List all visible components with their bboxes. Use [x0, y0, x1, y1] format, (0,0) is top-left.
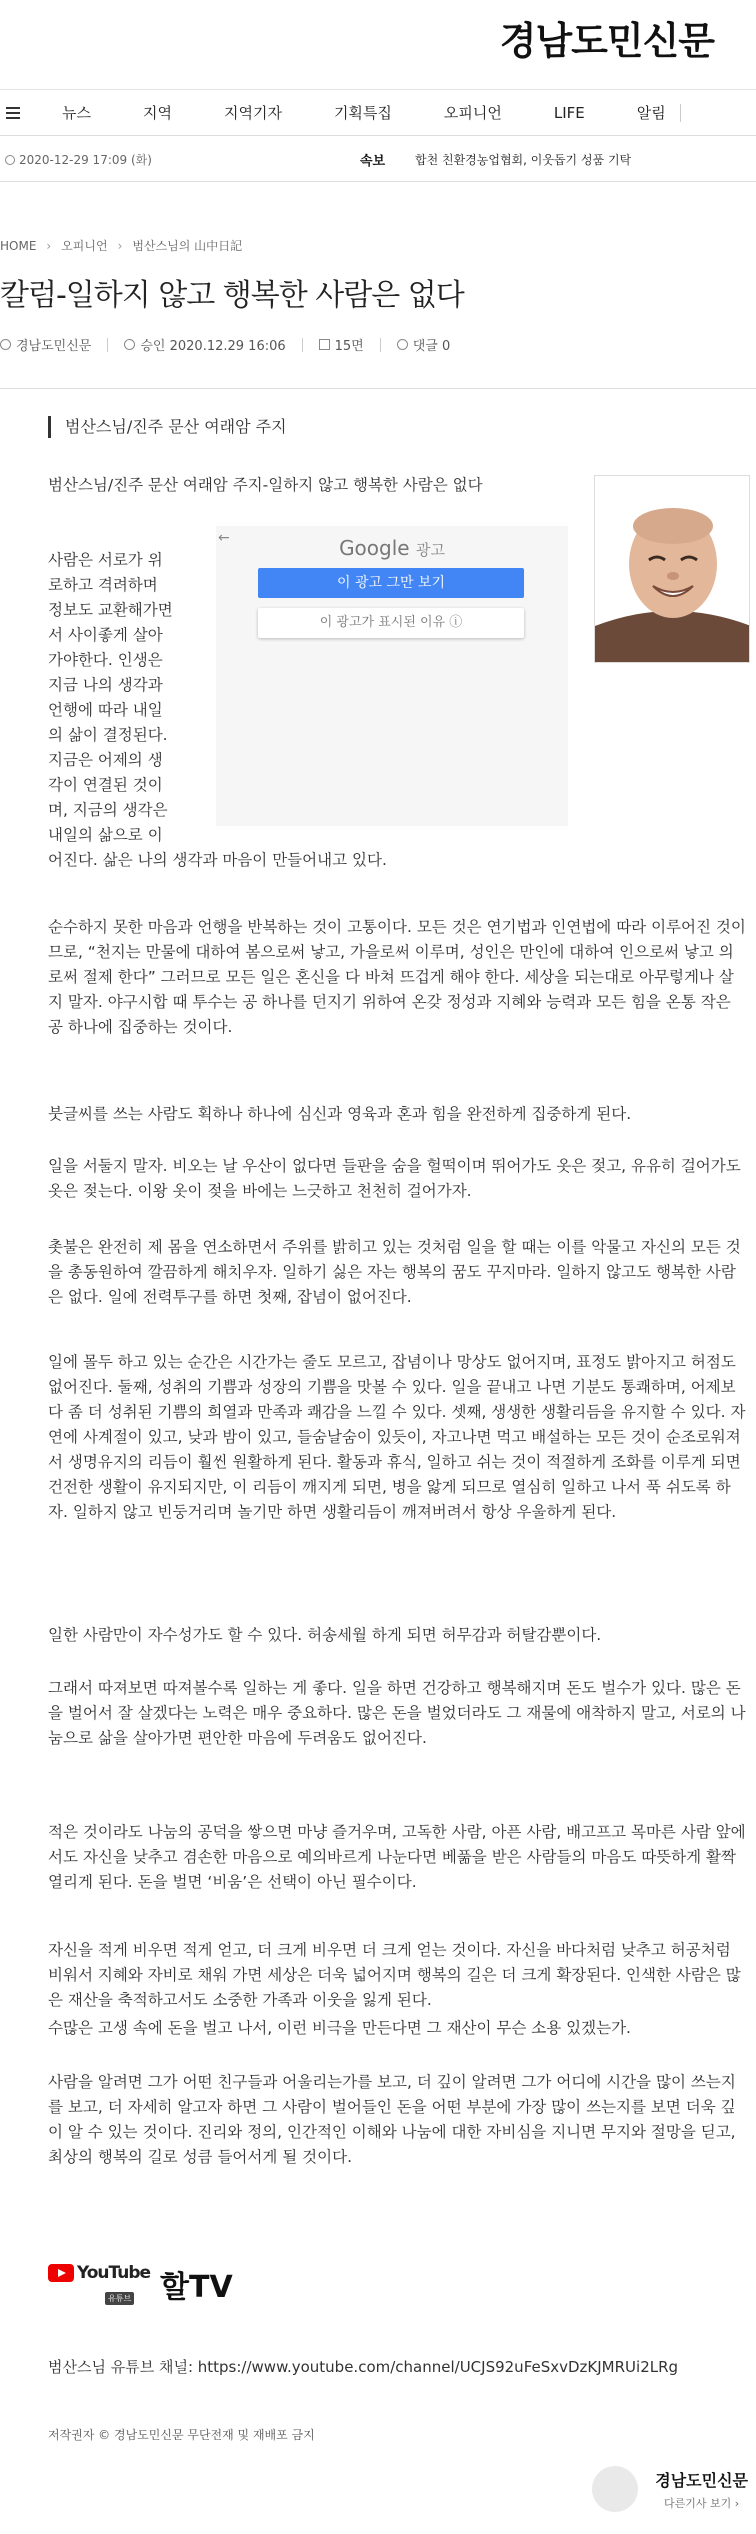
- meta-divider: [380, 338, 381, 352]
- footer-avatar: [592, 2466, 638, 2512]
- copyright-notice: 저작권자 © 경남도민신문 무단전재 및 재배포 금지: [48, 2428, 315, 2442]
- back-arrow-icon[interactable]: ←: [218, 530, 230, 546]
- article-paragraph-9: 적은 것이라도 나눔의 공덕을 쌓으면 마냥 즐거우며, 고독한 사람, 아픈 사람, 배고프고 목마른 사람 앞에서도 자신을 낮추고 겸손한 마음으로 예의바르게 나눈다면 베풂을 받은 사람들의 마음도 따뜻하게 활짝 열리게 된다. 돈을 벌면 ‘비움’은 선택이 아닌 필수이다.: [48, 1823, 746, 1891]
- chevron-right-icon: ›: [117, 239, 123, 253]
- paragraph-line: 어진다. 삶은 나의 생각과 마음이 만들어내고 있다.: [48, 851, 387, 869]
- footer-publisher: [655, 2468, 748, 2511]
- article-comments[interactable]: 댓글 0: [412, 339, 451, 354]
- article-paragraph-12: 사람을 알려면 그가 어떤 친구들과 어울리는가를 보고, 더 깊이 알려면 그가 어디에 시간을 많이 쓰는지를 보고, 더 자세히 알고자 하면 그 사람이 벌어들인 돈을 어떤 부분에 가장 많이 쓰는지를 보면 더욱 깊이 알 수 있는 것이다. 진리와 정의, 인간적인 이해와 나눔에 대한 자비심을 지니면 무지와 절망을 딛고, 최상의 행복의 길로 성큼 들어서게 될 것이다.: [48, 2073, 736, 2166]
- paragraph-line: 가야한다. 인생은: [48, 651, 163, 669]
- youtube-channel-link[interactable]: 범산스님 유튜브 채널: https://www.youtube.com/channel/UCJS92uFeSxvDzKJMRUi2LRg: [48, 2358, 679, 2376]
- nav-region[interactable]: 지역: [142, 104, 172, 122]
- hamburger-menu-icon[interactable]: [6, 107, 20, 119]
- youtube-logo[interactable]: [48, 2263, 150, 2283]
- meta-divider: [302, 338, 303, 352]
- article-title: 칼럼-일하지 않고 행복한 사람은 없다: [0, 278, 464, 313]
- google-logo: Google: [339, 536, 410, 560]
- nav-life[interactable]: LIFE: [553, 103, 585, 122]
- breadcrumb: [0, 237, 242, 254]
- article-intro: 범산스님/진주 문산 여래암 주지-일하지 않고 행복한 사람은 없다: [48, 476, 483, 494]
- article-approved: 승인 2020.12.29 16:06: [140, 339, 286, 354]
- article-subhead: 범산스님/진주 문산 여래암 주지: [48, 416, 287, 438]
- nav-news[interactable]: 뉴스: [62, 104, 91, 122]
- article-paragraph-1: [48, 548, 588, 873]
- article-paragraph-5: 촛불은 완전히 제 몸을 연소하면서 주위를 밝히고 있는 것처럼 일을 할 때는 이를 악물고 자신의 모든 것을 총동원하여 깔끔하게 해치우자. 일하기 싫은 자는 행복의 꿈도 꾸지마라. 일하지 않고도 행복한 사람은 없다. 일에 전력투구를 하면 첫째, 잡념이 없어진다.: [48, 1238, 741, 1306]
- paragraph-line: 로하고 격려하며: [48, 576, 158, 594]
- site-logo[interactable]: 경남도민신문: [499, 19, 714, 63]
- current-date: 2020-12-29 17:09 (화): [5, 151, 152, 168]
- author-portrait-image: [595, 476, 750, 663]
- article-paragraph-10: 자신을 적게 비우면 적게 얻고, 더 크게 비우면 더 크게 얻는 것이다. 자신을 바다처럼 낮추고 허공처럼 비워서 지혜와 자비로 채워 가면 세상은 더욱 넓어지며 행복의 길은 더 크게 확장된다. 인색한 사람은 많은 재산을 축적하고서도 소중한 가족과 이웃을 잃게 된다.: [48, 1941, 741, 2009]
- comment-icon: [397, 339, 408, 350]
- footer-publisher-name: 경남도민신문: [655, 2471, 748, 2490]
- breadcrumb-section[interactable]: 범산스님의 山中日記: [132, 239, 243, 253]
- nav-region-reporter[interactable]: 지역기자: [223, 104, 282, 122]
- clock-icon: [124, 339, 135, 350]
- nav-divider: [680, 104, 681, 122]
- more-articles-link[interactable]: 다른기사 보기 ›: [664, 2497, 740, 2510]
- article-paragraph-3: 붓글씨를 쓰는 사람도 획하나 하나에 심신과 영육과 혼과 힘을 완전하게 집중하게 된다.: [48, 1105, 632, 1123]
- paragraph-line: 언행에 따라 내일: [48, 701, 163, 719]
- user-icon: [0, 339, 11, 350]
- paragraph-line: 정보도 교환해가면: [48, 601, 173, 619]
- main-nav: [0, 90, 756, 136]
- author-photo: [594, 475, 750, 663]
- nav-opinion[interactable]: 오피니언: [443, 104, 502, 122]
- article-paragraph-11: 수많은 고생 속에 돈을 벌고 나서, 이런 비극을 만든다면 그 재산이 무슨 소용 있겠는가.: [48, 2019, 631, 2037]
- paragraph-line: 의 삶이 결정된다.: [48, 726, 168, 744]
- article-paragraph-7: 일한 사람만이 자수성가도 할 수 있다. 허송세월 하게 되면 허무감과 허탈감뿐이다.: [48, 1626, 602, 1644]
- nav-notice[interactable]: 알림: [636, 104, 666, 122]
- youtube-wordmark: YouTube: [77, 2263, 151, 2283]
- paragraph-line: 지금 나의 생각과: [48, 676, 163, 694]
- meta-underline: [0, 388, 756, 389]
- masthead: [0, 0, 756, 90]
- article-meta: [0, 335, 450, 354]
- channel-brand-logo[interactable]: 할TV: [160, 2270, 233, 2305]
- article-paragraph-6: 일에 몰두 하고 있는 순간은 시간가는 줄도 모르고, 잡념이나 망상도 없어지며, 표정도 밝아지고 허점도 없어진다. 둘째, 성취의 기쁨과 성장의 기쁨을 맛볼 수 있다. 일을 끝내고 나면 기분도 통쾌하며, 어제보다 좀 더 성취된 기쁨의 희열과 만족과 쾌감을 느낄 수 있다. 셋째, 생생한 생활리듬을 유지할 수 있다. 자연에 사계절이 있고, 낮과 밤이 있고, 들숨날숨이 있듯이, 자고나면 먹고 배설하는 모든 것이 순조로워져서 생명유지의 리듬이 훨씬 원활하게 된다. 활동과 휴식, 일하고 쉬는 것이 적절하게 조화를 이루게 되면 건전한 생활이 유지되지만, 이 리듬이 깨지게 되면, 병을 앓게 되므로 열심히 일하고 나서 푹 쉬도록 하자. 일하지 않고 빈둥거리며 놀기만 하면 생활리듬이 깨져버려서 항상 우울하게 된다.: [48, 1353, 746, 1521]
- article-paragraph-2: 순수하지 못한 마음과 언행을 반복하는 것이 고통이다. 모든 것은 연기법과 인연법에 따라 이루어진 것이므로, “천지는 만물에 대하여 봄으로써 낳고, 가을로써 이루며, 성인은 만인에 대하여 인으로써 낳고 의로써 절제 한다” 그러므로 모든 일은 혼신을 다 바쳐 뜨겁게 해야 한다. 세상을 되는대로 아무렇게나 살지 말자. 야구시합 때 투수는 공 하나를 던지기 위하여 온갖 정성과 지혜와 능력과 모든 힘을 온통 작은 공 하나에 집중하는 것이다.: [48, 918, 746, 1036]
- meta-divider: [107, 338, 108, 352]
- ad-label: 광고: [415, 541, 445, 559]
- youtube-play-icon: [48, 2264, 74, 2282]
- breaking-headline[interactable]: 합천 친환경농업협회, 이웃돕기 성품 기탁: [415, 153, 632, 167]
- youtube-sub-badge: 유튜브: [105, 2292, 134, 2305]
- breadcrumb-opinion[interactable]: 오피니언: [61, 239, 108, 253]
- paragraph-line: 서 사이좋게 살아: [48, 626, 163, 644]
- paragraph-line: 각이 연결된 것이: [48, 776, 163, 794]
- breadcrumb-home[interactable]: HOME: [0, 239, 37, 253]
- article-paragraph-4: 일을 서둘지 말자. 비오는 날 우산이 없다면 들판을 숨을 헐떡이며 뛰어가도 옷은 젖고, 유유히 걸어가도 옷은 젖는다. 이왕 옷이 젖을 바에는 느긋하고 천천히 걸어가자.: [48, 1157, 741, 1200]
- paragraph-line: 며, 지금의 생각은: [48, 801, 168, 819]
- news-ticker: [0, 136, 756, 182]
- clock-icon: [5, 155, 15, 165]
- chevron-right-icon: ›: [46, 239, 52, 253]
- stop-ad-button[interactable]: 이 광고 그만 보기: [258, 568, 524, 598]
- nav-feature[interactable]: 기획특집: [333, 104, 392, 122]
- article-page: 15면: [334, 339, 364, 354]
- paragraph-line: 사람은 서로가 위: [48, 551, 163, 569]
- breaking-label: 속보: [360, 154, 386, 169]
- article-paragraph-8: 그래서 따져보면 따져볼수록 일하는 게 좋다. 일을 하면 건강하고 행복해지며 돈도 벌수가 있다. 많은 돈을 벌어서 잘 살겠다는 노력은 매우 중요하다. 많은 돈을 벌었더라도 그 재물에 애착하지 말고, 서로의 나눔으로 삶을 살아가면 편안한 마음에 두려움도 없어진다.: [48, 1679, 746, 1747]
- article-author: 경남도민신문: [16, 339, 92, 354]
- paragraph-line: 지금은 어제의 생: [48, 751, 163, 769]
- paragraph-line: 내일의 삶으로 이: [48, 826, 163, 844]
- page-icon: [319, 339, 330, 350]
- why-ad-button[interactable]: 이 광고가 표시된 이유 ⓘ: [258, 608, 524, 638]
